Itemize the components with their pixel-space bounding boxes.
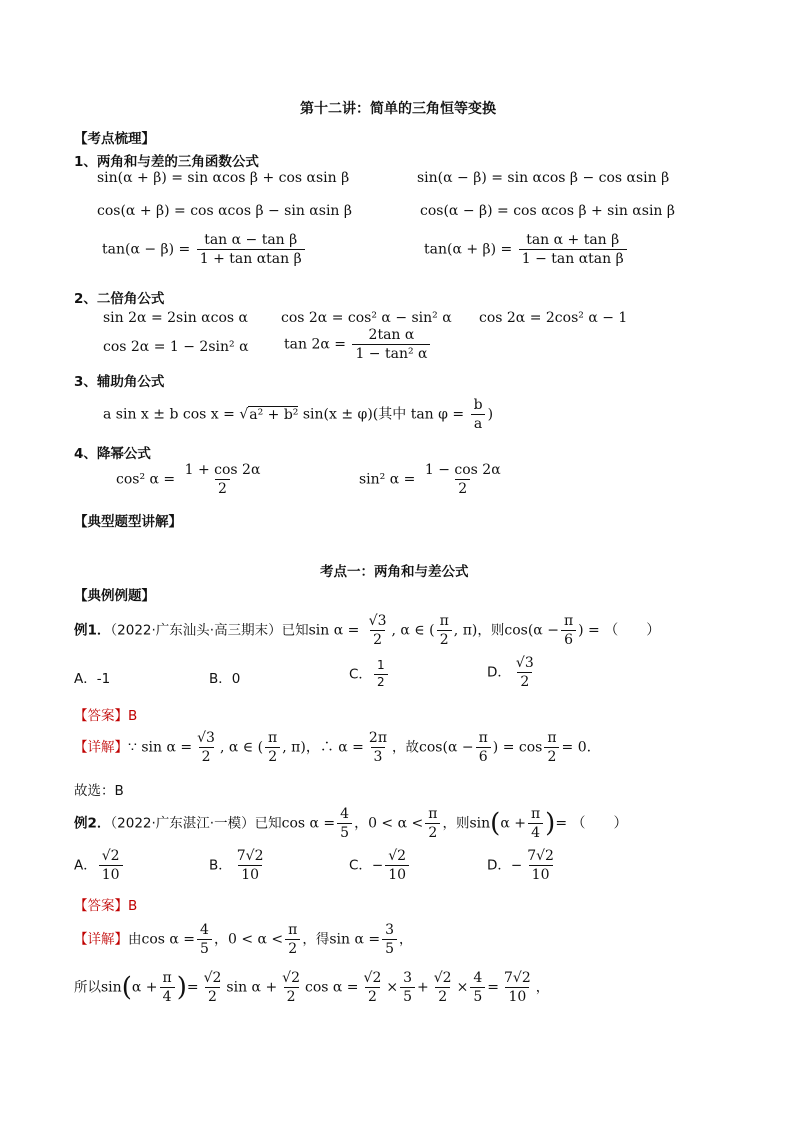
ex2-s-eq: = bbox=[186, 979, 199, 996]
ex2-d-sd: 5 bbox=[382, 939, 397, 957]
sin-square-lhs: sin² α = bbox=[359, 471, 416, 488]
ex1-option-c-fraction bbox=[374, 659, 388, 690]
ex1-d-frac1 bbox=[194, 730, 218, 765]
ex1-d-so: ，故 bbox=[392, 739, 420, 756]
ex1-d-eq: ) = cos bbox=[492, 739, 543, 756]
formula-cos-minus: cos(α − β) = cos αcos β + sin αsin β bbox=[420, 203, 675, 219]
heading-auxiliary-angle: 3、辅助角公式 bbox=[74, 374, 165, 390]
ex1-d-frac4 bbox=[476, 730, 491, 765]
ex2-d-frac2 bbox=[285, 922, 300, 957]
ex2-given-num: 4 bbox=[340, 806, 350, 822]
ex2-option-d-label: D．− bbox=[487, 857, 523, 874]
ex2-option-d-den: 10 bbox=[529, 865, 553, 883]
ex2-s-frac6 bbox=[470, 970, 485, 1005]
sin-square-numerator: 1 − cos 2α bbox=[424, 462, 501, 478]
ex2-paren-open: ( bbox=[490, 808, 501, 839]
tan2-numerator: 2tan α bbox=[368, 327, 415, 343]
ex1-option-d-den: 2 bbox=[517, 672, 532, 690]
formula-cos2c: cos 2α = 1 − 2sin² α bbox=[103, 339, 249, 355]
formula-sin-square bbox=[359, 462, 506, 497]
aux-root: a² + b² bbox=[249, 406, 299, 423]
aux-denominator: a bbox=[471, 414, 485, 432]
ex2-option-b-label: B． bbox=[209, 857, 232, 874]
cos-square-numerator: 1 + cos 2α bbox=[184, 462, 261, 478]
ex2-s-a1d: 2 bbox=[365, 987, 380, 1005]
tan2-fraction bbox=[352, 327, 430, 362]
ex2-detail-label: 【详解】 bbox=[74, 931, 128, 948]
ex2-s-rd: 10 bbox=[505, 987, 529, 1005]
ex1-d-cos: cos(α − bbox=[419, 739, 474, 756]
ex2-s-sin: sin bbox=[101, 979, 122, 996]
ex2-ask: ，则 bbox=[442, 815, 470, 832]
ex1-range: , α ∈ ( bbox=[391, 622, 435, 639]
ex2-d-get: ，得 bbox=[302, 931, 330, 948]
ex2-given-fraction bbox=[337, 806, 352, 841]
ex2-s-so: 所以 bbox=[74, 979, 101, 996]
ex1-d-an: 2π bbox=[368, 730, 388, 746]
tan-plus-fraction bbox=[519, 232, 627, 267]
ex2-s-frac1 bbox=[201, 970, 225, 1005]
tan-minus-lhs: tan(α − β) = bbox=[102, 241, 191, 258]
ex1-d-zero: = 0. bbox=[561, 739, 592, 756]
ex1-option-c-den: 2 bbox=[374, 674, 388, 690]
ex1-pi6-den: 6 bbox=[561, 630, 576, 648]
ex2-s-a2d: 2 bbox=[435, 987, 450, 1005]
ex2-pi2-num: π bbox=[428, 806, 438, 822]
tan-minus-denominator: 1 + tan αtan β bbox=[197, 249, 305, 267]
ex2-s-paren-close: ) bbox=[176, 972, 187, 1003]
ex1-d-p2n: π bbox=[547, 730, 557, 746]
example-1-label: 例1． bbox=[74, 622, 111, 639]
ex1-d-d1: 2 bbox=[199, 747, 214, 765]
cos-square-lhs: cos² α = bbox=[116, 471, 176, 488]
aux-lhs: a sin x ± b cos x = bbox=[103, 406, 235, 423]
ex2-s-r2d2: 2 bbox=[284, 987, 299, 1005]
ex1-d-frac5 bbox=[544, 730, 559, 765]
ex2-option-a-den: 10 bbox=[99, 865, 123, 883]
ex1-d-p6d: 6 bbox=[476, 747, 491, 765]
section-typical: 【典型题型讲解】 bbox=[74, 514, 182, 530]
ex2-s-b2d: 5 bbox=[470, 987, 485, 1005]
tan2-lhs: tan 2α = bbox=[284, 336, 346, 353]
ex1-option-d bbox=[487, 655, 539, 690]
aux-close: ) bbox=[487, 406, 494, 423]
ex2-option-c bbox=[349, 848, 411, 883]
formula-cos-plus: cos(α + β) = cos αcos β − sin αsin β bbox=[97, 203, 352, 219]
ex2-pi2-den: 2 bbox=[425, 823, 440, 841]
ex2-d-comma: ， bbox=[399, 931, 413, 948]
ex2-s-frac7 bbox=[501, 970, 534, 1005]
ex2-d-from: 由 bbox=[128, 931, 142, 948]
ex1-option-c-num: 1 bbox=[376, 658, 385, 672]
ex2-d-cn: 4 bbox=[200, 922, 209, 938]
ex2-s-a2n: √2 bbox=[433, 970, 452, 986]
ex2-given: cos α = bbox=[281, 815, 336, 832]
ex1-d-p6n: π bbox=[478, 730, 488, 746]
ex1-answer: 【答案】B bbox=[74, 708, 138, 724]
ex2-s-r2d: 2 bbox=[205, 987, 220, 1005]
ex2-s-frac4 bbox=[400, 970, 415, 1005]
ex2-option-a bbox=[74, 848, 125, 883]
ex1-given-fraction bbox=[366, 613, 390, 648]
ex1-detail-label: 【详解】 bbox=[74, 739, 128, 756]
ex2-detail bbox=[74, 922, 413, 957]
ex1-option-a: A．-1 bbox=[74, 671, 111, 687]
tan-plus-denominator: 1 − tan αtan β bbox=[519, 249, 627, 267]
ex1-d-p2d: 2 bbox=[544, 747, 559, 765]
formula-tan-plus bbox=[424, 232, 629, 267]
formula-cos-square bbox=[116, 462, 265, 497]
ex1-d-because: ∵ sin α = bbox=[128, 739, 193, 756]
example-1-source: （2022·广东汕头·高三期末）已知 bbox=[110, 622, 309, 639]
ex2-option-b bbox=[209, 848, 269, 883]
sin-square-denominator: 2 bbox=[455, 479, 470, 497]
ex2-s-cosa: cos α = bbox=[305, 979, 359, 996]
ex2-d-cd: 5 bbox=[197, 939, 212, 957]
ex2-option-a-fraction bbox=[99, 848, 123, 883]
tan-minus-fraction bbox=[197, 232, 305, 267]
formula-cos2b: cos 2α = 2cos² α − 1 bbox=[479, 310, 628, 326]
ex2-d-cos: cos α = bbox=[141, 931, 196, 948]
ex2-pi4-fraction bbox=[528, 806, 543, 841]
ex1-pi2-den: 2 bbox=[437, 630, 452, 648]
ex1-choose: 故选：B bbox=[74, 783, 124, 799]
ex1-option-c bbox=[349, 659, 390, 690]
ex1-d-range: , α ∈ ( bbox=[219, 739, 264, 756]
ex2-s-r2n2: √2 bbox=[282, 970, 300, 986]
ex2-given-den: 5 bbox=[337, 823, 352, 841]
ex2-s-frac-pi4 bbox=[159, 970, 174, 1005]
ex2-d-sin: sin α = bbox=[329, 931, 381, 948]
ex2-s-eq2: = bbox=[487, 979, 499, 996]
example-2-label: 例2． bbox=[74, 815, 111, 832]
example-1-question bbox=[74, 613, 660, 648]
ex1-detail bbox=[74, 730, 591, 765]
ex2-s-b2n: 4 bbox=[473, 970, 483, 986]
ex1-option-b: B．0 bbox=[209, 671, 241, 687]
heading-double-angle: 2、二倍角公式 bbox=[74, 291, 165, 307]
ex2-s-x1: × bbox=[386, 979, 399, 996]
ex1-option-d-fraction bbox=[513, 655, 537, 690]
ex2-d-sn: 3 bbox=[385, 922, 395, 938]
ex2-cond: ，0 < α < bbox=[354, 815, 424, 832]
example-2-source: （2022·广东湛江·一模）已知 bbox=[110, 815, 282, 832]
ex2-s-a1n: √2 bbox=[363, 970, 382, 986]
ex2-d-pd: 2 bbox=[285, 939, 300, 957]
ex1-given-num: √3 bbox=[368, 613, 387, 629]
ex1-pi6-num: π bbox=[563, 613, 574, 629]
ex2-option-c-label: C．− bbox=[349, 857, 384, 874]
ex2-option-a-label: A． bbox=[74, 857, 97, 874]
ex2-option-a-num: √2 bbox=[101, 848, 120, 864]
tan-plus-numerator: tan α + tan β bbox=[526, 232, 620, 248]
ex2-option-b-fraction bbox=[234, 848, 267, 883]
ex2-s-paren-open: ( bbox=[121, 972, 132, 1003]
ex2-option-c-fraction bbox=[385, 848, 409, 883]
ex1-given: sin α = bbox=[308, 622, 360, 639]
heading-sum-difference: 1、两角和与差的三角函数公式 bbox=[74, 154, 259, 170]
ex2-pi4-num: π bbox=[530, 806, 541, 822]
tan2-denominator: 1 − tan² α bbox=[352, 344, 430, 362]
heading-power-reduction: 4、降幂公式 bbox=[74, 446, 151, 462]
ex2-pi4-den: 4 bbox=[528, 823, 543, 841]
ex2-s-b1n: 3 bbox=[403, 970, 413, 986]
ex2-option-c-den: 10 bbox=[385, 865, 409, 883]
aux-fraction bbox=[471, 397, 486, 432]
formula-sin-minus: sin(α − β) = sin αcos β − cos αsin β bbox=[417, 170, 670, 186]
ex2-ask-a: α + bbox=[500, 815, 526, 832]
ex2-s-frac3 bbox=[361, 970, 385, 1005]
section-review: 【考点梳理】 bbox=[74, 131, 155, 147]
ex2-pi2-fraction bbox=[425, 806, 440, 841]
ex2-s-r2n: √2 bbox=[203, 970, 222, 986]
ex1-ask-end: ) = （ ） bbox=[578, 622, 661, 639]
ex2-s-pd: 4 bbox=[160, 987, 175, 1005]
ex1-option-d-label: D． bbox=[487, 664, 511, 681]
formula-sin2: sin 2α = 2sin αcos α bbox=[103, 310, 248, 326]
ex2-s-b1d: 5 bbox=[400, 987, 415, 1005]
ex2-s-frac2 bbox=[279, 970, 303, 1005]
ex2-option-b-num: 7√2 bbox=[236, 848, 264, 864]
topic-heading: 考点一：两角和与差公式 bbox=[320, 564, 469, 580]
ex1-pi2-fraction bbox=[437, 613, 452, 648]
formula-auxiliary bbox=[103, 397, 493, 432]
ex2-s-a: α + bbox=[131, 979, 158, 996]
ex1-d-ad: 3 bbox=[371, 747, 386, 765]
tan-minus-numerator: tan α − tan β bbox=[204, 232, 298, 248]
ex2-ask-sin: sin bbox=[469, 815, 491, 832]
example-2-question bbox=[74, 806, 628, 841]
ex2-option-d bbox=[487, 848, 559, 883]
ex2-s-plus: + bbox=[417, 979, 429, 996]
ex2-answer: 【答案】B bbox=[74, 898, 138, 914]
aux-rhs: sin(x ± φ)(其中 tan φ = bbox=[302, 406, 465, 423]
ex1-d-frac3 bbox=[366, 730, 390, 765]
ex1-d-frac2 bbox=[265, 730, 280, 765]
ex2-d-frac3 bbox=[382, 922, 397, 957]
ex1-pi6-fraction bbox=[561, 613, 576, 648]
section-examples: 【典例例题】 bbox=[74, 588, 155, 604]
ex1-d-pin: π bbox=[268, 730, 278, 746]
formula-tan2 bbox=[284, 327, 432, 362]
ex2-option-c-num: √2 bbox=[388, 848, 407, 864]
cos-square-fraction bbox=[182, 462, 264, 497]
ex2-option-b-den: 10 bbox=[238, 865, 262, 883]
sqrt-sign: √ bbox=[239, 406, 249, 423]
ex2-option-d-num: 7√2 bbox=[527, 848, 554, 864]
ex2-s-end: ， bbox=[535, 979, 550, 996]
ex2-s-sina: sin α + bbox=[226, 979, 278, 996]
ex2-s-pn: π bbox=[162, 970, 172, 986]
ex1-d-range-end: , π)， bbox=[282, 739, 320, 756]
ex1-given-den: 2 bbox=[370, 630, 385, 648]
sin-square-fraction bbox=[422, 462, 504, 497]
formula-tan-minus bbox=[102, 232, 307, 267]
ex2-d-pn: π bbox=[288, 922, 298, 938]
formula-sin-plus: sin(α + β) = sin αcos β + cos αsin β bbox=[97, 170, 350, 186]
ex2-paren-close: ) bbox=[545, 808, 556, 839]
ex2-s-rn: 7√2 bbox=[503, 970, 531, 986]
ex1-option-c-label: C． bbox=[349, 666, 372, 683]
aux-numerator: b bbox=[473, 397, 483, 413]
ex1-ask: ，则 bbox=[477, 622, 505, 639]
ex2-d-frac1 bbox=[197, 922, 212, 957]
ex2-option-d-fraction bbox=[524, 848, 557, 883]
ex1-d-therefore: ∴ α = bbox=[319, 739, 364, 756]
ex1-d-pid: 2 bbox=[265, 747, 280, 765]
page-title: 第十二讲：简单的三角恒等变换 bbox=[300, 101, 496, 117]
tan-plus-lhs: tan(α + β) = bbox=[424, 241, 513, 258]
ex2-d-cond: ，0 < α < bbox=[213, 931, 284, 948]
ex1-option-d-num: √3 bbox=[515, 655, 534, 671]
ex2-s-frac5 bbox=[431, 970, 455, 1005]
ex1-range-end: , π) bbox=[453, 622, 478, 639]
ex2-s-x2: × bbox=[456, 979, 469, 996]
ex2-ask-end: = （ ） bbox=[555, 815, 628, 832]
ex1-ask-expr: cos(α − bbox=[504, 622, 559, 639]
ex2-solution-line bbox=[74, 970, 549, 1005]
ex1-d-n1: √3 bbox=[197, 730, 215, 746]
cos-square-denominator: 2 bbox=[215, 479, 230, 497]
ex1-pi2-num: π bbox=[439, 613, 449, 629]
formula-cos2a: cos 2α = cos² α − sin² α bbox=[281, 310, 452, 326]
